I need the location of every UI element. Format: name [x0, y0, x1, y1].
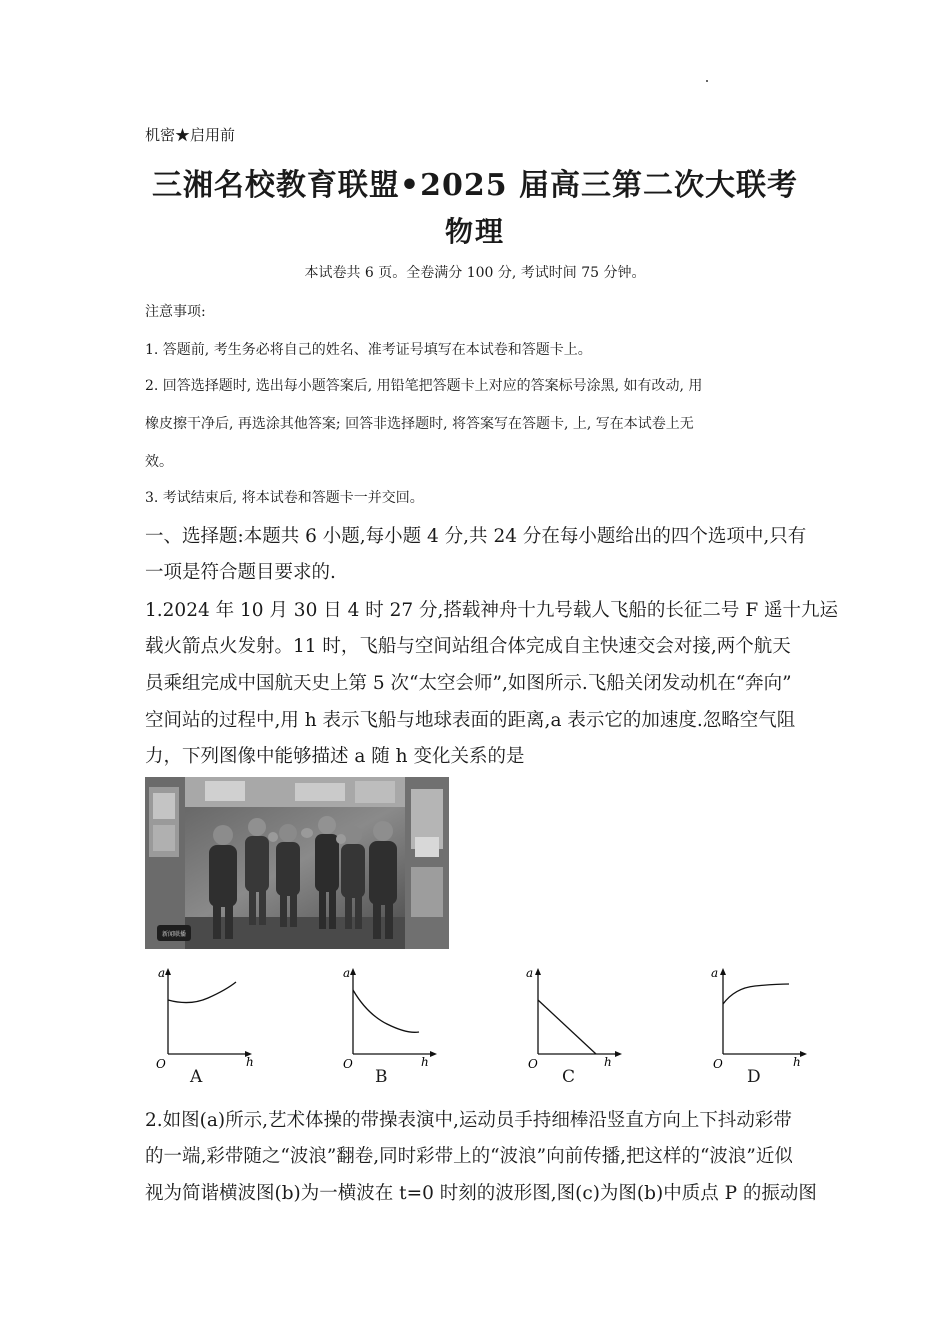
question1-line-4: 空间站的过程中,用 h 表示飞船与地球表面的距离,a 表示它的加速度.忽略空气阻: [145, 710, 796, 731]
exam-info: 本试卷共 6 页。全卷满分 100 分, 考试时间 75 分钟。: [304, 265, 646, 281]
notes-heading: 注意事项:: [145, 304, 206, 320]
option-c-x-label: h: [604, 1055, 612, 1069]
news-logo-text: 新闻联播: [161, 931, 187, 938]
note-item-2-line-3: 效。: [145, 454, 173, 470]
option-c-origin: O: [528, 1057, 538, 1071]
question1-line-5: 力，下列图像中能够描述 a 随 h 变化关系的是: [145, 746, 525, 767]
option-d-label: D: [747, 1067, 761, 1087]
question1-line-2: 载火箭点火发射。11 时，飞船与空间站组合体完成自主快速交会对接,两个航天: [145, 636, 791, 657]
option-d-origin: O: [713, 1057, 723, 1071]
option-d-x-label: h: [793, 1055, 801, 1069]
note-item-2-line-2: 橡皮擦干净后, 再选涂其他答案; 回答非选择题时, 将答案写在答题卡, 上, 写在本试卷上无: [145, 416, 694, 432]
option-a-x-label: h: [246, 1055, 254, 1069]
section1-line-1: 一、选择题:本题共 6 小题,每小题 4 分,共 24 分在每小题给出的四个选项中,只有: [145, 526, 807, 547]
confidential-tag: 机密★启用前: [145, 126, 236, 144]
question2-line-3: 视为简谐横波图(b)为一横波在 t=0 时刻的波形图,图(c)为图(b)中质点 P 的振动图: [145, 1183, 817, 1204]
scan-speck: [706, 80, 708, 82]
option-a-origin: O: [156, 1057, 166, 1071]
note-item-3: 3. 考试结束后, 将本试卷和答题卡一并交回。: [145, 490, 424, 506]
option-a-graph: [150, 962, 260, 1090]
option-d-y-label: a: [711, 966, 719, 980]
subject-title: 物理: [444, 215, 505, 248]
space-station-photo: [145, 777, 449, 949]
question1-line-1: 1.2024 年 10 月 30 日 4 时 27 分,搭载神舟十九号载人飞船的长征二号 F 遥十九运: [145, 600, 839, 621]
option-a-y-label: a: [158, 966, 166, 980]
note-item-2-line-1: 2. 回答选择题时, 选出每小题答案后, 用铅笔把答题卡上对应的答案标号涂黑, 如有改动, 用: [145, 378, 703, 394]
section1-line-2: 一项是符合题目要求的.: [145, 562, 336, 583]
question2-line-2: 的一端,彩带随之“波浪”翻卷,同时彩带上的“波浪”向前传播,把这样的“波浪”近似: [145, 1146, 793, 1167]
option-c-label: C: [562, 1067, 576, 1087]
option-c-y-label: a: [526, 966, 534, 980]
option-b-label: B: [375, 1067, 388, 1087]
option-b-origin: O: [343, 1057, 353, 1071]
exam-title: 三湘名校教育联盟•2025 届高三第二次大联考: [151, 168, 799, 203]
question2-line-1: 2.如图(a)所示,艺术体操的带操表演中,运动员手持细棒沿竖直方向上下抖动彩带: [145, 1110, 792, 1131]
option-a-label: A: [190, 1067, 203, 1087]
option-b-x-label: h: [421, 1055, 429, 1069]
question1-line-3: 员乘组完成中国航天史上第 5 次“太空会师”,如图所示.飞船关闭发动机在“奔向”: [145, 673, 792, 694]
option-b-graph: [335, 962, 445, 1090]
option-b-y-label: a: [343, 966, 351, 980]
note-item-1: 1. 答题前, 考生务必将自己的姓名、准考证号填写在本试卷和答题卡上。: [145, 342, 592, 358]
